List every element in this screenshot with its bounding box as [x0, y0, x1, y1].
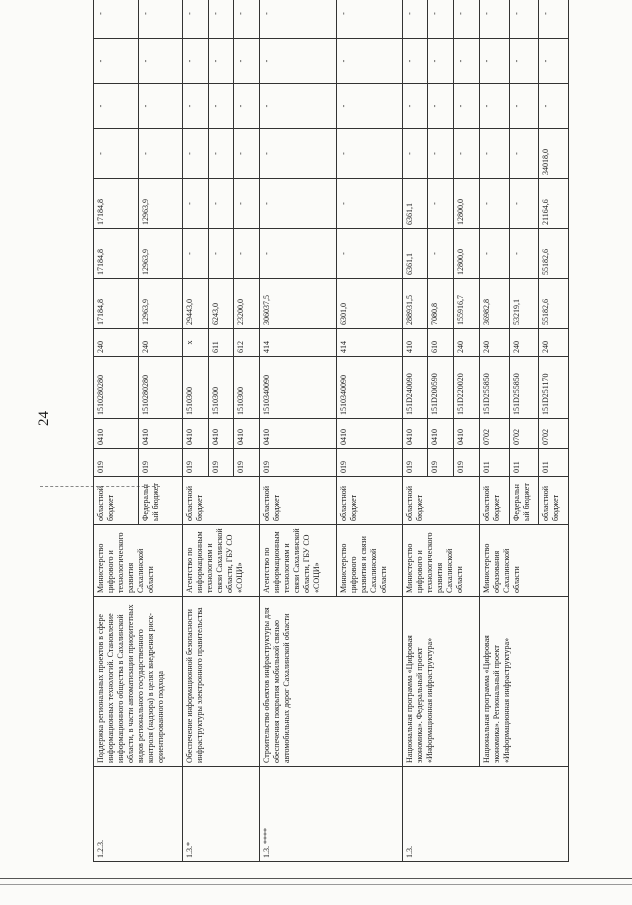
table-cell: 0410 — [94, 419, 139, 449]
table-cell: 29443,0 — [183, 279, 209, 329]
table-cell: - — [183, 84, 209, 129]
table-cell: - — [428, 229, 454, 279]
table-cell: - — [337, 84, 402, 129]
table-cell: Министерство цифрового и технологического развития Сахалинской области — [402, 525, 479, 597]
table-cell: 53219,1 — [509, 279, 539, 329]
table-cell: 414 — [260, 329, 337, 357]
table-cell: 0410 — [428, 419, 454, 449]
budget-table — [93, 0, 569, 862]
table-cell: - — [428, 179, 454, 229]
table-cell: 240 — [479, 329, 509, 357]
table-cell: - — [208, 84, 234, 129]
table-cell: Строительство объектов инфраструктуры для обеспечения покрытия мобильной связью автомобильных дорог Сахалинской области — [260, 597, 403, 767]
table-cell: - — [234, 84, 260, 129]
table-cell: - — [509, 179, 539, 229]
table-cell: - — [208, 129, 234, 179]
table-cell: 011 — [479, 449, 509, 477]
table-cell: 55182,6 — [539, 279, 569, 329]
table-cell: - — [479, 229, 509, 279]
table-cell: - — [479, 129, 509, 179]
table-cell: - — [479, 179, 509, 229]
table-cell: - — [183, 0, 209, 39]
table-cell: 1.3. **** — [260, 767, 403, 862]
table-cell: Обеспечение информационной безопасности инфраструктуры электронного правительства — [183, 597, 260, 767]
table-cell: Национальная программа «Цифровая экономика». Федеральный проект «Информационная инфраструктура» — [402, 597, 479, 767]
table-cell: - — [94, 84, 139, 129]
table-cell: 151D251170 — [539, 357, 569, 419]
table-cell: 288931,5 — [402, 279, 428, 329]
table-cell: - — [183, 129, 209, 179]
table-cell: областной бюджет — [94, 477, 139, 525]
table-cell: 240 — [454, 329, 480, 357]
table-cell: 36982,8 — [479, 279, 509, 329]
table-cell: 240 — [539, 329, 569, 357]
table-cell: - — [509, 129, 539, 179]
table-cell: 019 — [234, 449, 260, 477]
table-cell: - — [234, 129, 260, 179]
table-cell: областной бюджет — [183, 477, 260, 525]
table-cell: 0702 — [509, 419, 539, 449]
table-cell: 0410 — [208, 419, 234, 449]
table-cell: 1510340090 — [260, 357, 337, 419]
table-cell: - — [208, 179, 234, 229]
table-cell: 019 — [402, 449, 428, 477]
table-cell: - — [428, 0, 454, 39]
table-cell: 1510280280 — [94, 357, 139, 419]
table-cell: - — [234, 229, 260, 279]
table-row — [479, 0, 509, 862]
table-cell: Министерство образования Сахалинской области — [479, 525, 568, 597]
table-cell: 1.3.* — [183, 767, 260, 862]
table-cell: 011 — [539, 449, 569, 477]
table-cell: - — [337, 129, 402, 179]
table-cell: 17184,8 — [94, 179, 139, 229]
table-cell: - — [454, 39, 480, 84]
table-cell: - — [479, 84, 509, 129]
table-cell: - — [509, 84, 539, 129]
table-cell: 0410 — [183, 419, 209, 449]
table-cell: 019 — [337, 449, 402, 477]
table-cell: - — [428, 129, 454, 179]
table-cell: Министерство цифрового и технологического развития Сахалинской области — [94, 525, 183, 597]
table-cell: 6361,1 — [402, 229, 428, 279]
table-cell: 12800,0 — [454, 229, 480, 279]
table-cell: Поддержка региональных проектов в сфере информационных технологий. Становление информационного общества в Сахалинской области, в части автоматизации приоритетных видов регионального государственного контроля (надзора) в целях внедрения риск-ориентированного подхода — [94, 597, 183, 767]
table-cell: - — [138, 39, 183, 84]
table-cell: 7080,8 — [428, 279, 454, 329]
table-cell: 610 — [428, 329, 454, 357]
table-cell: - — [402, 84, 428, 129]
table-cell: 410 — [402, 329, 428, 357]
table-cell: 155916,7 — [454, 279, 480, 329]
table-cell: 151D200590 — [428, 357, 454, 419]
table-cell: областной бюджет — [539, 477, 569, 525]
table-cell: областной бюджет — [479, 477, 509, 525]
table-cell: - — [234, 179, 260, 229]
table-row — [183, 0, 209, 862]
table-cell: 0410 — [234, 419, 260, 449]
table-cell: 151D255850 — [509, 357, 539, 419]
table-cell: 151D240090 — [402, 357, 428, 419]
table-cell: 151D255850 — [479, 357, 509, 419]
table-cell: - — [234, 39, 260, 84]
table-cell: - — [402, 129, 428, 179]
table-cell: - — [260, 84, 337, 129]
rotated-document-table — [93, 12, 569, 862]
table-cell: областной бюджет — [402, 477, 479, 525]
table-cell: 306037,5 — [260, 279, 337, 329]
table-cell: - — [138, 84, 183, 129]
table-cell: 1510300 — [208, 357, 234, 419]
table-cell: 1.2.3. — [94, 767, 183, 862]
table-cell: 019 — [260, 449, 337, 477]
table-cell: 611 — [208, 329, 234, 357]
table-cell: - — [509, 0, 539, 39]
table-cell: 34018,0 — [539, 129, 569, 179]
table-cell: - — [138, 129, 183, 179]
table-cell: 240 — [94, 329, 139, 357]
table-cell: 12963,9 — [138, 229, 183, 279]
table-cell: 1510300 — [183, 357, 209, 419]
table-cell: - — [402, 0, 428, 39]
table-cell: x — [183, 329, 209, 357]
table-cell: - — [454, 0, 480, 39]
table-cell: 612 — [234, 329, 260, 357]
table-cell: 1510340090 — [337, 357, 402, 419]
table-cell: 151D220020 — [454, 357, 480, 419]
table-cell: - — [337, 229, 402, 279]
table-cell: 21164,6 — [539, 179, 569, 229]
table-cell: 17184,8 — [94, 229, 139, 279]
table-cell: 019 — [183, 449, 209, 477]
table-cell: - — [260, 0, 337, 39]
table-cell: 1510280280 — [138, 357, 183, 419]
table-cell: 6361,1 — [402, 179, 428, 229]
table-cell: - — [479, 0, 509, 39]
table-cell: - — [260, 229, 337, 279]
table-cell: - — [337, 39, 402, 84]
table-cell: - — [454, 129, 480, 179]
table-cell: 414 — [337, 329, 402, 357]
table-cell: 6243,0 — [208, 279, 234, 329]
table-cell: 0702 — [479, 419, 509, 449]
table-cell: - — [539, 0, 569, 39]
table-cell: - — [208, 229, 234, 279]
table-cell: - — [337, 0, 402, 39]
table-cell: - — [183, 39, 209, 84]
table-row — [402, 0, 428, 862]
table-cell: 0702 — [539, 419, 569, 449]
table-cell: 1.3. — [402, 767, 568, 862]
table-cell: - — [509, 229, 539, 279]
page-number: 24 — [36, 411, 52, 426]
table-cell: 6301,0 — [337, 279, 402, 329]
table-cell: 240 — [509, 329, 539, 357]
table-cell: 240 — [138, 329, 183, 357]
table-cell: - — [539, 84, 569, 129]
table-cell: - — [509, 39, 539, 84]
table-cell: - — [260, 129, 337, 179]
table-cell: Агентство по информационным технологиям и связи Сахалинской области, ГБУ СО «СОЦИ» — [183, 525, 260, 597]
table-cell: - — [260, 179, 337, 229]
table-cell: - — [428, 39, 454, 84]
table-cell: - — [454, 84, 480, 129]
table-cell: - — [138, 0, 183, 39]
table-cell: 0410 — [454, 419, 480, 449]
table-cell: 12963,9 — [138, 279, 183, 329]
table-cell: 23200,0 — [234, 279, 260, 329]
table-cell: 17184,8 — [94, 279, 139, 329]
table-cell: Агентство по информационным технологиям и связи Сахалинской области, ГБУ СО «СОЦИ» — [260, 525, 337, 597]
table-cell: областной бюджет — [337, 477, 402, 525]
table-cell: - — [337, 179, 402, 229]
table-cell: 0410 — [260, 419, 337, 449]
table-cell: 0410 — [337, 419, 402, 449]
table-cell: - — [479, 39, 509, 84]
table-cell: - — [208, 0, 234, 39]
table-cell: 019 — [208, 449, 234, 477]
bottom-rule-secondary — [0, 884, 632, 885]
table-cell: - — [234, 0, 260, 39]
table-row — [94, 0, 139, 862]
table-cell: - — [208, 39, 234, 84]
table-cell: - — [94, 129, 139, 179]
table-cell: 019 — [138, 449, 183, 477]
table-cell: - — [428, 84, 454, 129]
table-cell: Федеральный бюджет — [138, 477, 183, 525]
table-cell: Министерство цифрового развития и связи Сахалинской области — [337, 525, 402, 597]
table-cell: Федеральный бюджет — [509, 477, 539, 525]
table-cell: 1510300 — [234, 357, 260, 419]
table-cell: 12963,9 — [138, 179, 183, 229]
table-cell: 0410 — [402, 419, 428, 449]
table-cell: - — [183, 229, 209, 279]
table-cell: - — [183, 179, 209, 229]
table-cell: 019 — [94, 449, 139, 477]
table-cell: 12800,0 — [454, 179, 480, 229]
table-cell: 019 — [454, 449, 480, 477]
table-cell: - — [539, 39, 569, 84]
table-cell: - — [94, 39, 139, 84]
table-cell: 011 — [509, 449, 539, 477]
table-cell: - — [260, 39, 337, 84]
table-cell: областной бюджет — [260, 477, 337, 525]
table-cell: - — [94, 0, 139, 39]
table-cell: - — [402, 39, 428, 84]
bottom-rule — [0, 878, 632, 879]
table-cell: Национальная программа «Цифровая экономика». Региональный проект «Информационная инфраструктура» — [479, 597, 568, 767]
table-cell: 019 — [428, 449, 454, 477]
table-cell: 0410 — [138, 419, 183, 449]
table-row — [260, 0, 337, 862]
table-cell: 55182,6 — [539, 229, 569, 279]
